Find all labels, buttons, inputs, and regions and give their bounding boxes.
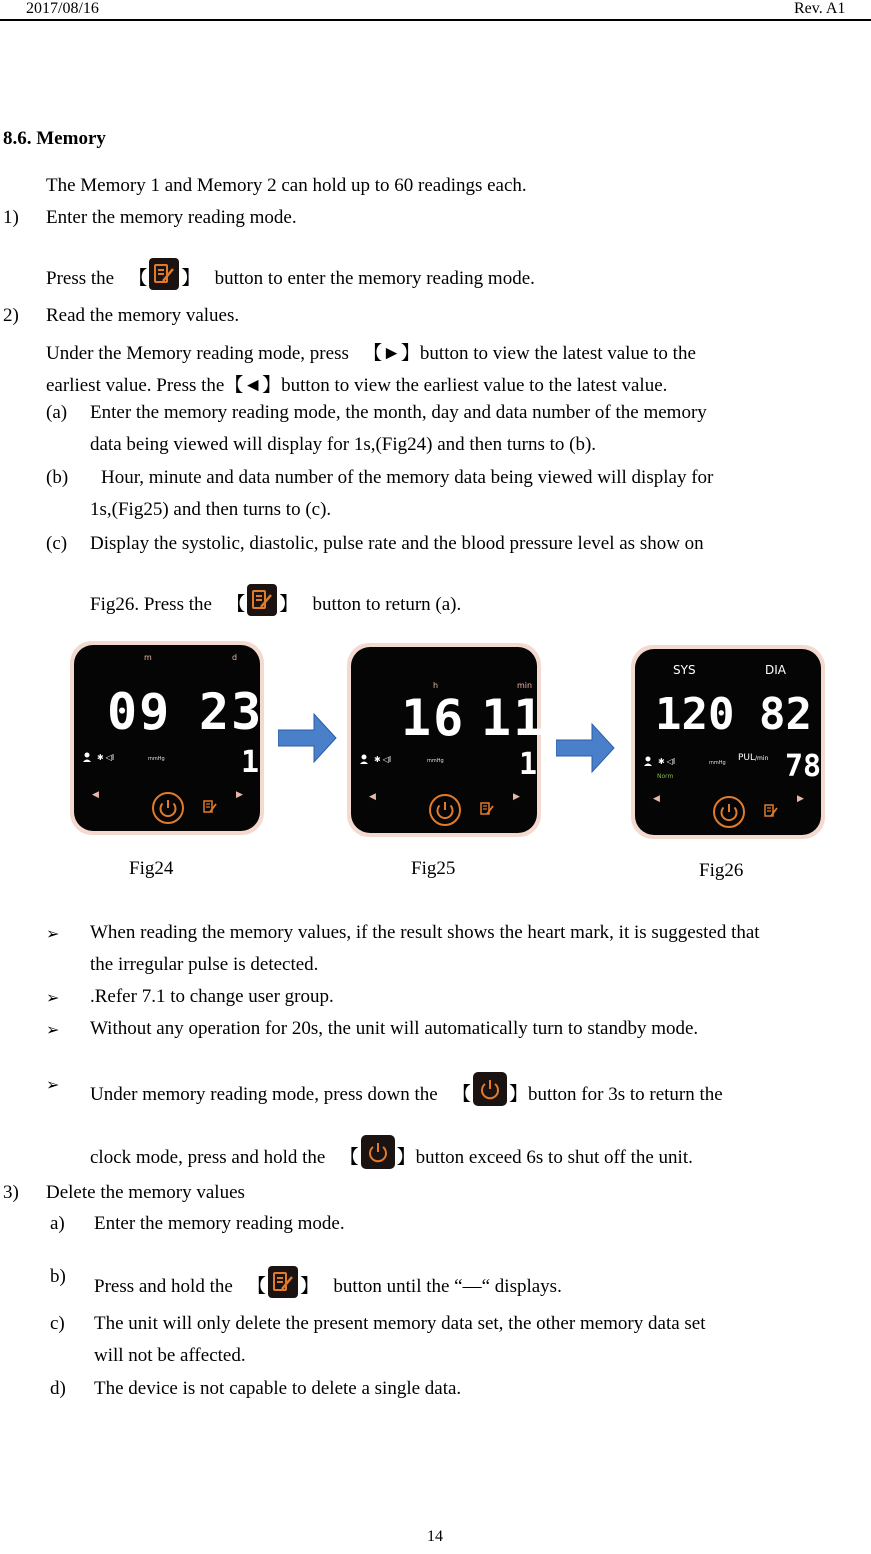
fig25-to-fig26-arrow-icon — [556, 720, 616, 776]
fig24-data-number: 1 — [241, 745, 262, 780]
step1-press-after: button to enter the memory reading mode. — [214, 268, 535, 289]
step1-press-before: Press the — [46, 268, 115, 289]
memory-button-icon — [268, 1266, 298, 1298]
fig25-caption: Fig25 — [411, 858, 456, 879]
bullet3-text: Without any operation for 20s, the unit will automatically turn to standby mode. — [90, 1018, 699, 1039]
fig26-power-icon — [712, 795, 746, 829]
step3-b-number: b) — [50, 1266, 66, 1287]
intro-text: The Memory 1 and Memory 2 can hold up to 60 readings each. — [46, 175, 527, 196]
fig25-hour-value: 16 — [401, 689, 466, 747]
fig25-memory-icon — [479, 801, 495, 817]
fig24-unit: mmHg — [148, 756, 165, 762]
fig24-caption: Fig24 — [129, 858, 174, 879]
svg-text:✱ ◁ǁ: ✱ ◁ǁ — [374, 755, 392, 764]
memory-button-icon — [149, 258, 179, 290]
prev-key: 【◄】 — [224, 375, 282, 396]
svg-text:✱ ◁ǁ: ✱ ◁ǁ — [658, 757, 676, 766]
fig24-power-icon — [151, 791, 185, 825]
fig25-right-arrow-icon: ▶ — [513, 792, 520, 802]
fig25-hour-label: h — [433, 681, 439, 690]
step3-number: 3) — [3, 1182, 19, 1203]
header-revision: Rev. A1 — [794, 0, 846, 17]
step2-title: Read the memory values. — [46, 305, 240, 326]
fig25-unit: mmHg — [427, 758, 444, 764]
fig24-day-label: d — [232, 653, 238, 662]
header-date: 2017/08/16 — [26, 0, 99, 17]
fig24-memory-icon — [202, 799, 218, 815]
fig24-day-value: 23 — [199, 683, 264, 741]
step2-line2: earliest value. Press the【◄】button to view the earliest value to the latest value. — [46, 375, 668, 396]
fig25-device-display — [347, 643, 546, 837]
step3-b-text: Press and hold the 【 】 button until the “—“ displays. — [94, 1266, 562, 1298]
step2-a-line2: data being viewed will display for 1s,(Fig24) and then turns to (b). — [90, 434, 597, 455]
fig26-status-icons — [643, 755, 683, 767]
fig24-status-icons — [82, 751, 122, 763]
step1-press-line: Press the 【 】 button to enter the memory reading mode. — [46, 258, 535, 290]
step3-c-number: c) — [50, 1313, 65, 1334]
fig26-sys-label: SYS — [673, 663, 696, 677]
fig26-systolic-value: 120 — [655, 689, 735, 740]
fig26-left-arrow-icon: ◀ — [653, 794, 660, 804]
fig24-right-arrow-icon: ▶ — [236, 790, 243, 800]
step3-title: Delete the memory values — [46, 1182, 245, 1203]
step2-b-number: (b) — [46, 467, 69, 488]
memory-button-icon — [247, 584, 277, 616]
power-button-icon — [361, 1135, 395, 1169]
fig26-device-display — [631, 645, 825, 839]
fig26-diastolic-value: 82 — [759, 689, 812, 740]
step2-line1: Under the Memory reading mode, press 【►】button to view the latest value to the — [46, 343, 696, 364]
step1-title: Enter the memory reading mode. — [46, 207, 297, 228]
fig24-left-arrow-icon: ◀ — [92, 790, 99, 800]
bullet-arrow-icon: ➢ — [46, 990, 60, 1007]
step3-c-line1: The unit will only delete the present memory data set, the other memory data set — [94, 1313, 706, 1334]
step2-c-number: (c) — [46, 533, 68, 554]
step2-a-number: (a) — [46, 402, 68, 423]
header-rule — [0, 19, 871, 21]
fig24-device-display — [70, 641, 264, 835]
step3-c-line2: will not be affected. — [94, 1345, 246, 1366]
bullet4-line1: Under memory reading mode, press down the 【 】button for 3s to return the — [90, 1072, 723, 1106]
step3-d-number: d) — [50, 1378, 66, 1399]
step2-b-line2: 1s,(Fig25) and then turns to (c). — [90, 499, 332, 520]
bullet-arrow-icon: ➢ — [46, 1077, 60, 1094]
fig26-norm-indicator: Norm — [657, 773, 674, 780]
fig25-minute-value: 11 — [481, 689, 546, 747]
fig25-minute-label: min — [517, 681, 533, 690]
step2-number: 2) — [3, 305, 19, 326]
fig25-power-icon — [428, 793, 462, 827]
svg-text:✱ ◁ǁ: ✱ ◁ǁ — [97, 753, 115, 762]
fig26-memory-icon — [763, 803, 779, 819]
bullet-arrow-icon: ➢ — [46, 1022, 60, 1039]
step3-a-number: a) — [50, 1213, 65, 1234]
fig26-caption: Fig26 — [699, 860, 744, 881]
page-number: 14 — [427, 1528, 443, 1545]
step2-c-line1: Display the systolic, diastolic, pulse rate and the blood pressure level as show on — [90, 533, 704, 554]
fig25-left-arrow-icon: ◀ — [369, 792, 376, 802]
fig24-month-value: 09 — [107, 683, 172, 741]
fig26-pul-label: PUL/min — [738, 753, 769, 763]
fig24-month-label: m — [144, 653, 152, 662]
bullet-arrow-icon: ➢ — [46, 926, 60, 943]
step3-d-text: The device is not capable to delete a single data. — [94, 1378, 462, 1399]
bullet1-line1: When reading the memory values, if the result shows the heart mark, it is suggested that — [90, 922, 760, 943]
fig25-data-number: 1 — [519, 747, 540, 782]
fig24-to-fig25-arrow-icon — [278, 710, 338, 766]
step2-b-line1: Hour, minute and data number of the memory data being viewed will display for — [101, 467, 714, 488]
bullet1-line2: the irregular pulse is detected. — [90, 954, 319, 975]
section-title: 8.6. Memory — [3, 128, 106, 149]
step3-a-text: Enter the memory reading mode. — [94, 1213, 345, 1234]
fig25-status-icons — [359, 753, 399, 765]
fig26-right-arrow-icon: ▶ — [797, 794, 804, 804]
step2-c-line2: Fig26. Press the 【 】 button to return (a). — [90, 584, 461, 616]
next-key: 【►】 — [363, 343, 420, 364]
bullet4-line2: clock mode, press and hold the 【 】button exceed 6s to shut off the unit. — [90, 1135, 693, 1169]
step2-a-line1: Enter the memory reading mode, the month, day and data number of the memory — [90, 402, 707, 423]
bullet2-text: .Refer 7.1 to change user group. — [90, 986, 334, 1007]
power-button-icon — [473, 1072, 507, 1106]
fig26-dia-label: DIA — [765, 663, 786, 677]
fig26-unit: mmHg — [709, 760, 726, 766]
fig26-pulse-value: 78 — [785, 749, 822, 784]
step1-number: 1) — [3, 207, 19, 228]
